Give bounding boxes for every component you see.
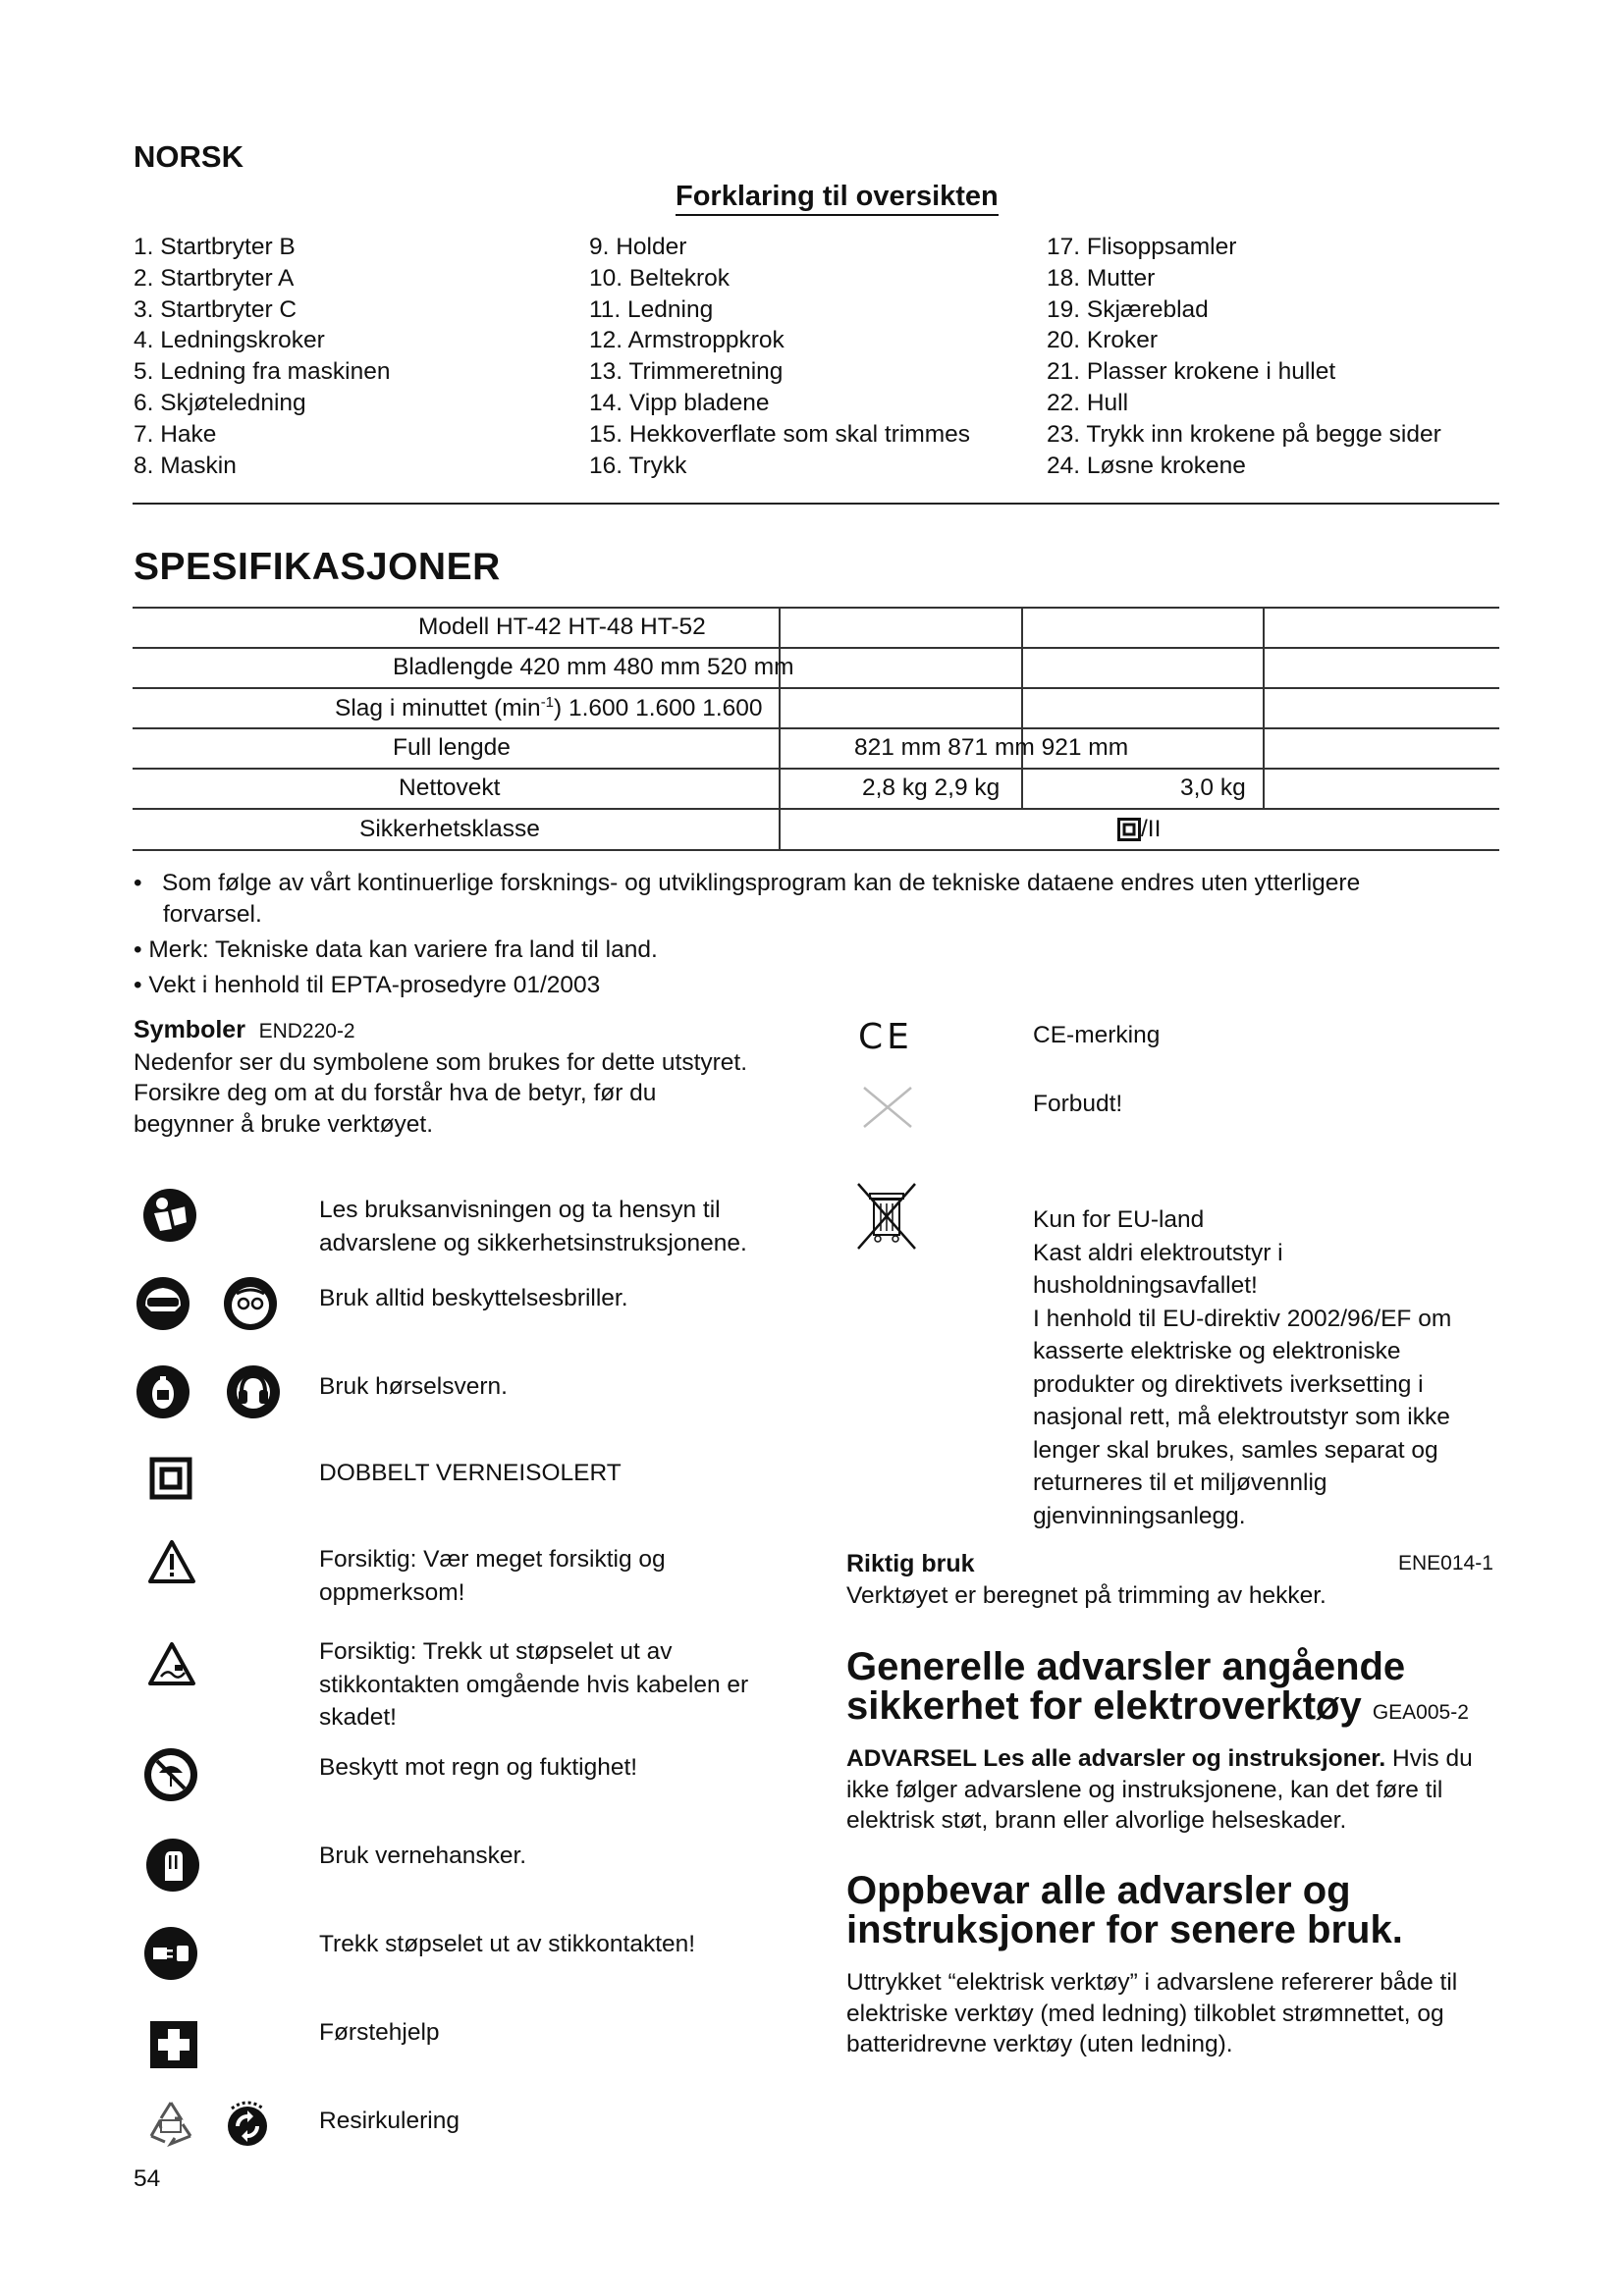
no-rain-icon — [143, 1747, 198, 1802]
table-vrule — [1021, 607, 1023, 810]
table-rule — [133, 768, 1499, 770]
note-bullet-1: • Som følge av vårt kontinuerlige forsknings- og utviklingsprogram kan de tekniske dataene endres uten ytterligere — [134, 870, 1361, 896]
legend-item: 16. Trykk — [589, 452, 687, 479]
divider — [133, 503, 1499, 505]
legend-item: 15. Hekkoverflate som skal trimmes — [589, 420, 971, 448]
table-vrule — [1263, 607, 1265, 810]
general-warnings-heading — [846, 1647, 1514, 1733]
spec-full-length-values: 821 mm 871 mm 921 mm — [854, 734, 1129, 761]
symbol-text-ce: CE-merking — [1033, 1022, 1161, 1048]
caution-triangle-icon — [147, 1539, 196, 1584]
legend-item: 5. Ledning fra maskinen — [134, 358, 391, 386]
spec-model: Modell HT-42 HT-48 HT-52 — [418, 614, 706, 640]
safety-goggles-icon — [135, 1276, 190, 1331]
general-warnings-title: Generelle advarsler angående sikkerhet for elektroverktøy — [846, 1645, 1406, 1728]
spec-blade-length: Bladlengde 420 mm 480 mm 520 mm — [393, 654, 794, 680]
symbol-text-gloves: Bruk vernehansker. — [319, 1842, 527, 1869]
legend-item: 3. Startbryter C — [134, 295, 298, 323]
double-insulated-icon — [149, 1457, 192, 1500]
spec-net-weight-last: 3,0 kg — [1180, 774, 1246, 801]
intended-use-code: ENE014-1 — [1398, 1552, 1493, 1575]
table-rule — [133, 808, 1499, 810]
legend-item: 20. Kroker — [1047, 327, 1159, 354]
general-warnings-code: GEA005-2 — [1372, 1701, 1469, 1724]
table-rule — [133, 727, 1499, 729]
hearing-protection-icon — [135, 1364, 190, 1419]
note-line: forvarsel. — [163, 901, 262, 928]
symbols-intro — [134, 1015, 801, 1140]
intended-use-title: Riktig bruk — [846, 1550, 975, 1577]
first-aid-icon — [149, 2020, 198, 2069]
spec-net-weight-label: Nettovekt — [399, 774, 501, 801]
table-rule — [133, 849, 1499, 851]
legend-item: 6. Skjøteledning — [134, 389, 306, 416]
legend-column-1 — [134, 232, 391, 481]
symbol-text-double-insulated: DOBBELT VERNEISOLERT — [319, 1460, 622, 1486]
symbol-text-unplug-cable: Forsiktig: Trekk ut støpselet ut av stikkontakten omgående hvis kabelen er skadet! — [319, 1638, 749, 1731]
spec-strokes-values: ) 1.600 1.600 1.600 — [554, 695, 763, 722]
unplug-warning-triangle-icon — [147, 1641, 196, 1686]
legend-item: 4. Ledningskroker — [134, 327, 325, 354]
table-rule — [133, 647, 1499, 649]
symbols-intro-1: Nedenfor ser du symbolene som brukes for dette utstyret. — [134, 1048, 748, 1076]
keep-instructions-text: Uttrykket “elektrisk verktøy” i advarslene refererer både til elektriske verktøy (med ledning) tilkoblet strømnettet, og batteridrevne verktøy (uten ledning). — [846, 1969, 1458, 2057]
legend-item: 17. Flisoppsamler — [1047, 234, 1237, 260]
table-vrule — [779, 607, 781, 851]
legend-item: 7. Hake — [134, 420, 217, 448]
symbol-text-hearing: Bruk hørselsvern. — [319, 1373, 508, 1400]
spec-safety-class-value — [1117, 816, 1161, 843]
legend-item: 22. Hull — [1047, 389, 1129, 416]
note-bullet-2: • Merk: Tekniske data kan variere fra land til land. — [134, 936, 658, 963]
legend-item: 9. Holder — [589, 234, 687, 260]
spec-net-weight-values: 2,8 kg 2,9 kg — [862, 774, 1001, 801]
double-insulation-icon — [1117, 818, 1141, 841]
gloves-icon — [145, 1838, 200, 1893]
spec-strokes-sup: -1 — [540, 694, 555, 711]
intended-use-text: Verktøyet er beregnet på trimming av hekker. — [846, 1582, 1326, 1609]
legend-item: 10. Beltekrok — [589, 264, 730, 292]
legend-item: 2. Startbryter A — [134, 264, 295, 292]
legend-item: 24. Løsne krokene — [1047, 452, 1246, 479]
legend-item: 21. Plasser krokene i hullet — [1047, 358, 1336, 386]
note-line: Som følge av vårt kontinuerlige forsknings- og utviklingsprogram kan de tekniske dataene endres uten ytterligere — [162, 870, 1361, 896]
symbol-text-goggles: Bruk alltid beskyttelsesbriller. — [319, 1285, 628, 1311]
legend-column-3 — [1047, 232, 1441, 481]
spec-strokes — [335, 694, 763, 722]
ce-mark-icon: CE — [858, 1017, 913, 1057]
legend-item: 14. Vipp bladene — [589, 389, 770, 416]
unplug-icon — [143, 1926, 198, 1981]
keep-instructions-heading: Oppbevar alle advarsler og instruksjoner for senere bruk. — [846, 1869, 1403, 1951]
legend-title: Forklaring til oversikten — [676, 181, 999, 216]
spec-strokes-label: Slag i minuttet (min — [335, 695, 541, 722]
face-shield-icon — [223, 1276, 278, 1331]
legend-item: 11. Ledning — [589, 295, 714, 323]
legend-item: 1. Startbryter B — [134, 234, 296, 260]
symbol-text-rain: Beskytt mot regn og fuktighet! — [319, 1754, 638, 1781]
symbol-text-read-manual: Les bruksanvisningen og ta hensyn til advarslene og sikkerhetsinstruksjonene. — [319, 1197, 747, 1256]
legend-item: 18. Mutter — [1047, 264, 1156, 292]
warning-body: Hvis du ikke følger advarslene og instruksjonene, kan det føre til elektrisk støt, brann eller alvorlige helseskader. — [846, 1745, 1473, 1834]
symbols-code: END220-2 — [258, 1020, 355, 1042]
weee-crossed-bin-icon — [852, 1178, 921, 1256]
section-language: NORSK — [134, 139, 244, 174]
table-rule — [133, 607, 1499, 609]
forbidden-cross-icon — [858, 1080, 917, 1135]
legend-item: 19. Skjæreblad — [1047, 295, 1209, 323]
table-rule — [133, 687, 1499, 689]
read-manual-icon — [142, 1188, 197, 1243]
warning-lead: ADVARSEL Les alle advarsler og instruksjoner. — [846, 1745, 1386, 1772]
legend-item: 23. Trykk inn krokene på begge sider — [1047, 420, 1441, 448]
recycling-icon — [141, 2097, 200, 2152]
green-dot-icon — [220, 2097, 275, 2152]
legend-item: 8. Maskin — [134, 452, 237, 479]
symbol-text-unplug: Trekk støpselet ut av stikkontakten! — [319, 1931, 696, 1957]
spec-safety-class-label: Sikkerhetsklasse — [359, 816, 540, 842]
spec-full-length-label: Full lengde — [393, 734, 511, 761]
symbols-intro-2: Forsikre deg om at du forstår hva de betyr, før du begynner å bruke verktøyet. — [134, 1080, 657, 1138]
symbol-text-first-aid: Førstehjelp — [319, 2019, 440, 2046]
general-warnings-text — [846, 1743, 1504, 1837]
note-bullet-3: • Vekt i henhold til EPTA-prosedyre 01/2003 — [134, 972, 601, 998]
safety-class-text: /II — [1141, 816, 1162, 842]
symbol-text-forbidden: Forbudt! — [1033, 1091, 1123, 1117]
ear-muffs-icon — [226, 1364, 281, 1419]
page-number: 54 — [134, 2165, 161, 2192]
symbol-text-recycling: Resirkulering — [319, 2108, 460, 2134]
symbol-text-caution: Forsiktig: Vær meget forsiktig og oppmerksom! — [319, 1546, 666, 1606]
symbols-heading: Symboler — [134, 1016, 245, 1043]
legend-column-2 — [589, 232, 970, 481]
legend-item: 13. Trimmeretning — [589, 358, 784, 386]
symbol-text-eu-only: Kun for EU-land Kast aldri elektroutstyr i husholdningsavfallet! I henhold til EU-direktiv 2002/96/EF om kasserte elektriske og elektroniske produkter og direktivets iverksetting i nasjonal rett, må elektroutstyr som ikke lenger skal brukes, samles separat og returneres til et miljøvennlig gjenvinningsanlegg. — [1033, 1206, 1452, 1529]
specs-heading: SPESIFIKASJONER — [134, 546, 501, 588]
legend-item: 12. Armstroppkrok — [589, 327, 785, 354]
